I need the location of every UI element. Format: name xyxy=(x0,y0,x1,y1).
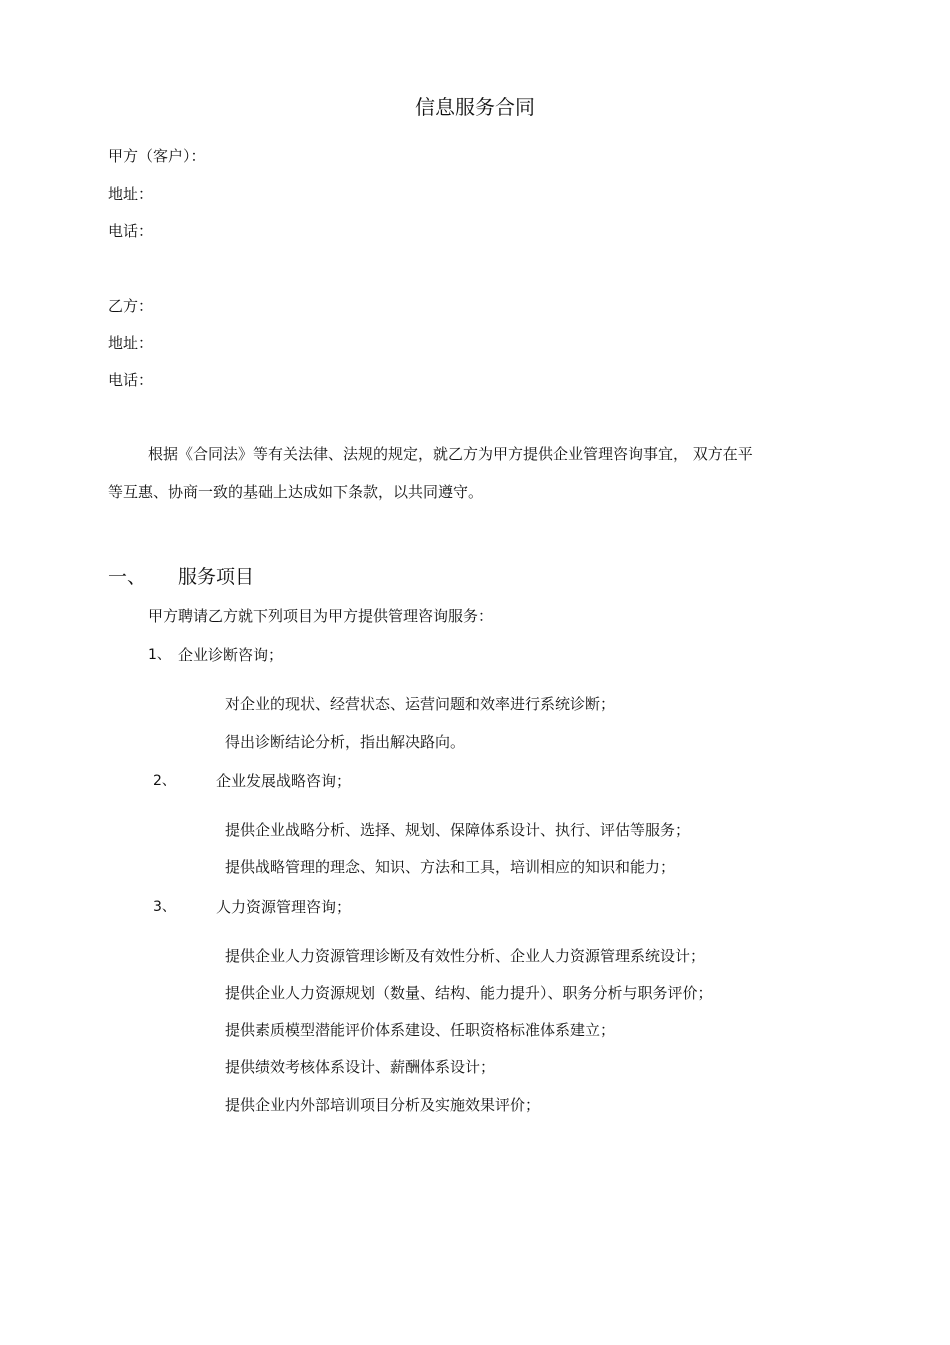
item-2-detail: 提供企业战略分析、选择、规划、保障体系设计、执行、评估等服务； xyxy=(225,821,691,839)
item-3-detail: 提供企业人力资源规划（数量、结构、能力提升）、职务分析与职务评价； xyxy=(225,984,713,1002)
party-b-phone-label: 电话： xyxy=(108,371,154,389)
intro-paragraph-line-1: 根据《合同法》等有关法律、法规的规定，就乙方为甲方提供企业管理咨询事宜， 双方在平 xyxy=(148,445,753,463)
item-3-detail: 提供企业内外部培训项目分析及实施效果评价； xyxy=(225,1096,541,1114)
item-1-detail: 得出诊断结论分析，指出解决路向。 xyxy=(225,733,466,751)
section-1-title: 服务项目 xyxy=(178,566,255,588)
intro-paragraph-line-2: 等互惠、协商一致的基础上达成如下条款，以共同遵守。 xyxy=(108,483,484,501)
section-1-number: 一、 xyxy=(108,566,147,588)
item-3-detail: 提供企业人力资源管理诊断及有效性分析、企业人力资源管理系统设计； xyxy=(225,947,706,965)
item-1-detail: 对企业的现状、经营状态、运营问题和效率进行系统诊断； xyxy=(225,695,616,713)
party-a-phone-label: 电话： xyxy=(108,222,154,240)
item-3-number: 3、 xyxy=(153,899,176,915)
party-a-address-label: 地址： xyxy=(108,185,154,203)
section-1-lead: 甲方聘请乙方就下列项目为甲方提供管理咨询服务： xyxy=(148,607,494,625)
item-2-detail: 提供战略管理的理念、知识、方法和工具，培训相应的知识和能力； xyxy=(225,858,676,876)
document-title: 信息服务合同 xyxy=(415,95,535,119)
item-3-title: 人力资源管理咨询； xyxy=(216,898,352,916)
item-2-number: 2、 xyxy=(153,773,176,789)
item-2-title: 企业发展战略咨询； xyxy=(216,772,352,790)
item-3-detail: 提供绩效考核体系设计、薪酬体系设计； xyxy=(225,1058,496,1076)
party-a-name-label: 甲方（客户）： xyxy=(108,147,206,165)
item-1-number: 1、 xyxy=(148,647,171,663)
item-3-detail: 提供素质模型潜能评价体系建设、任职资格标准体系建立； xyxy=(225,1021,616,1039)
item-1-title: 企业诊断咨询； xyxy=(178,646,284,664)
party-b-address-label: 地址： xyxy=(108,334,154,352)
party-b-name-label: 乙方： xyxy=(108,297,154,315)
